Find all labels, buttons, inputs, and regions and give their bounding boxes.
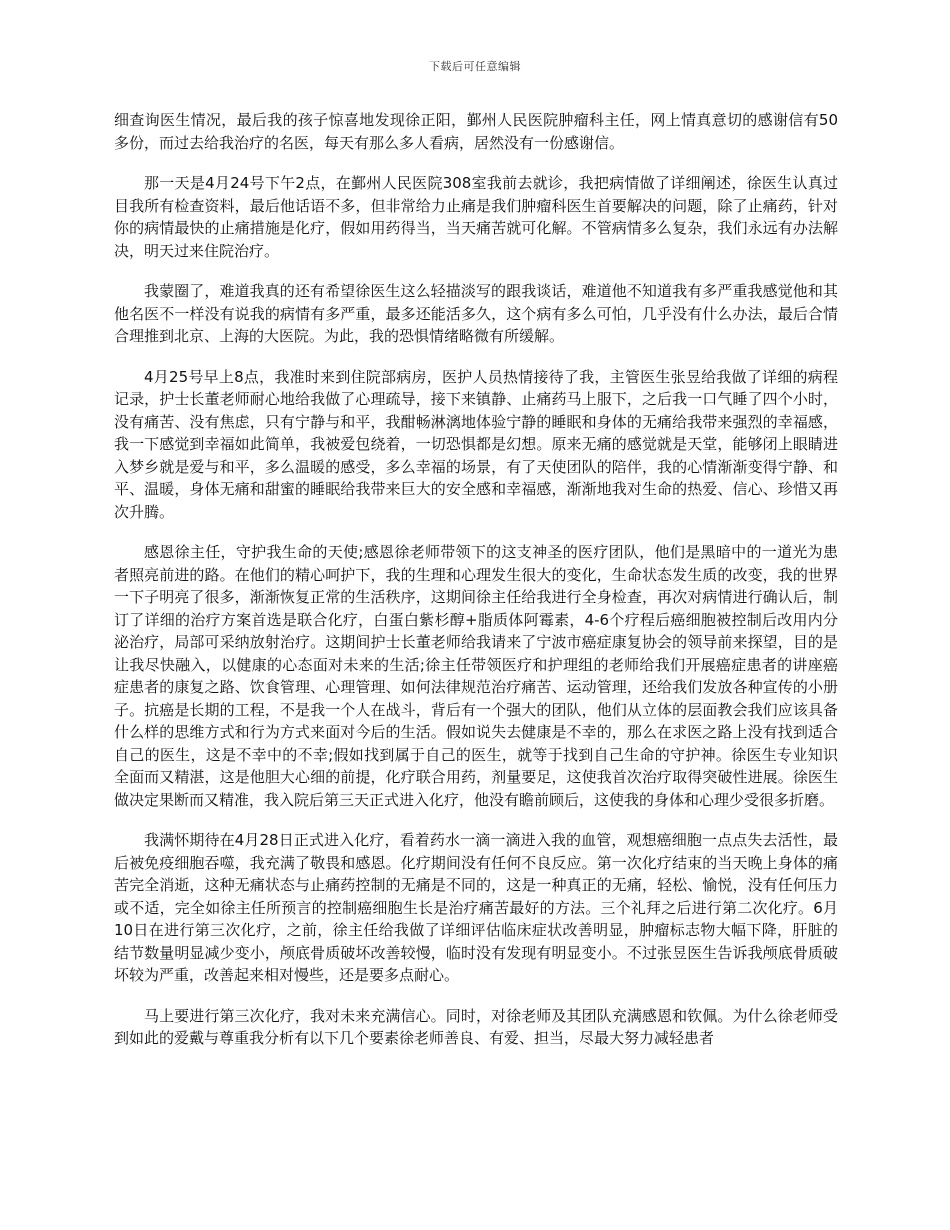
- paragraph-2: 那一天是4月24号下午2点，在鄞州人民医院308室我前去就诊，我把病情做了详细阐述，徐医生认真过目我所有检查资料，最后他话语不多，但非常给力止痛是我们肿瘤科医生首要解决的问题，除了止痛药，针对你的病情最快的止痛措施是化疗，假如用药得当，当天痛苦就可化解。不管病情多么复杂，我们永远有办法解决，明天过来住院治疗。: [114, 174, 838, 260]
- paragraph-3: 我蒙圈了，难道我真的还有希望徐医生这么轻描淡写的跟我谈话，难道他不知道我有多严重我感觉他和其他名医不一样没有说我的病情有多严重，最多还能活多久，这个病有多么可怕，几乎没有什么办法，最后合情合理推到北京、上海的大医院。为此，我的恐惧情绪略微有所缓解。: [114, 282, 838, 345]
- page-header: 下载后可任意编辑: [429, 60, 521, 73]
- paragraph-5: 感恩徐主任，守护我生命的天使;感恩徐老师带领下的这支神圣的医疗团队，他们是黑暗中的一道光为患者照亮前进的路。在他们的精心呵护下，我的生理和心理发生很大的变化，生命状态发生质的改变，我的世界一下子明亮了很多，渐渐恢复正常的生活秩序，这期间徐主任给我进行全身检查，再次对病情进行确认后，制订了详细的治疗方案首选是联合化疗，白蛋白紫杉醇+脂质体阿霉素，4-6个疗程后癌细胞被控制后改用内分泌治疗，局部可采纳放射治疗。这期间护士长董老师给我请来了宁波市癌症康复协会的领导前来探望，目的是让我尽快融入，以健康的心态面对未来的生活;徐主任带领医疗和护理组的老师给我们开展癌症患者的讲座癌症患者的康复之路、饮食管理、心理管理、如何法律规范治疗痛苦、运动管理，还给我们发放各种宣传的小册子。抗癌是长期的工程，不是我一个人在战斗，背后有一个强大的团队，他们从立体的层面教会我们应该具备什么样的思维方式和行为方式来面对今后的生活。假如说失去健康是不幸的，那么在求医之路上没有找到适合自己的医生，这是不幸中的不幸;假如找到属于自己的医生，就等于找到自己生命的守护神。徐医生专业知识全面而又精湛，这是他胆大心细的前提，化疗联合用药，剂量要足，这使我首次治疗取得突破性进展。徐医生做决定果断而又精准，我入院后第三天正式进入化疗，他没有瞻前顾后，这使我的身体和心理少受很多折磨。: [114, 543, 838, 809]
- paragraph-1: 细查询医生情况，最后我的孩子惊喜地发现徐正阳，鄞州人民医院肿瘤科主任，网上情真意切的感谢信有50多份，而过去给我治疗的名医，每天有那么多人看病，居然没有一份感谢信。: [114, 111, 838, 152]
- paragraph-6: 我满怀期待在4月28日正式进入化疗，看着药水一滴一滴进入我的血管，观想癌细胞一点点失去活性，最后被免疫细胞吞噬，我充满了敬畏和感恩。化疗期间没有任何不良反应。第一次化疗结束的当天晚上身体的痛苦完全消逝，这种无痛状态与止痛药控制的无痛是不同的，这是一种真正的无痛，轻松、愉悦，没有任何压力或不适，完全如徐主任所预言的控制癌细胞生长是治疗痛苦最好的方法。三个礼拜之后进行第二次化疗。6月10日在进行第三次化疗，之前，徐主任给我做了详细评估临床症状改善明显，肿瘤标志物大幅下降，肝脏的结节数量明显减少变小，颅底骨质破坏改善较慢，临时没有发现有明显变小。不过张昱医生告诉我颅底骨质破坏较为严重，改善起来相对慢些，还是要多点耐心。: [114, 831, 838, 984]
- paragraph-7: 马上要进行第三次化疗，我对未来充满信心。同时，对徐老师及其团队充满感恩和钦佩。为什么徐老师受到如此的爱戴与尊重我分析有以下几个要素徐老师善良、有爱、担当，尽最大努力减轻患者: [114, 1006, 838, 1047]
- document-body: [114, 109, 838, 1068]
- paragraph-4: 4月25号早上8点，我准时来到住院部病房，医护人员热情接待了我，主管医生张昱给我做了详细的病程记录，护士长董老师耐心地给我做了心理疏导，接下来镇静、止痛药马上服下，之后我一口气睡了四个小时，没有痛苦、没有焦虑，只有宁静与和平，我酣畅淋漓地体验宁静的睡眠和身体的无痛给我带来强烈的幸福感，我一下感觉到幸福如此简单，我被爱包绕着，一切恐惧都是幻想。原来无痛的感觉就是天堂，能够闭上眼睛进入梦乡就是爱与和平，多么温暖的感受，多么幸福的场景，有了天使团队的陪伴，我的心情渐渐变得宁静、和平、温暖，身体无痛和甜蜜的睡眠给我带来巨大的安全感和幸福感，渐渐地我对生命的热爱、信心、珍惜又再次升腾。: [114, 367, 838, 521]
